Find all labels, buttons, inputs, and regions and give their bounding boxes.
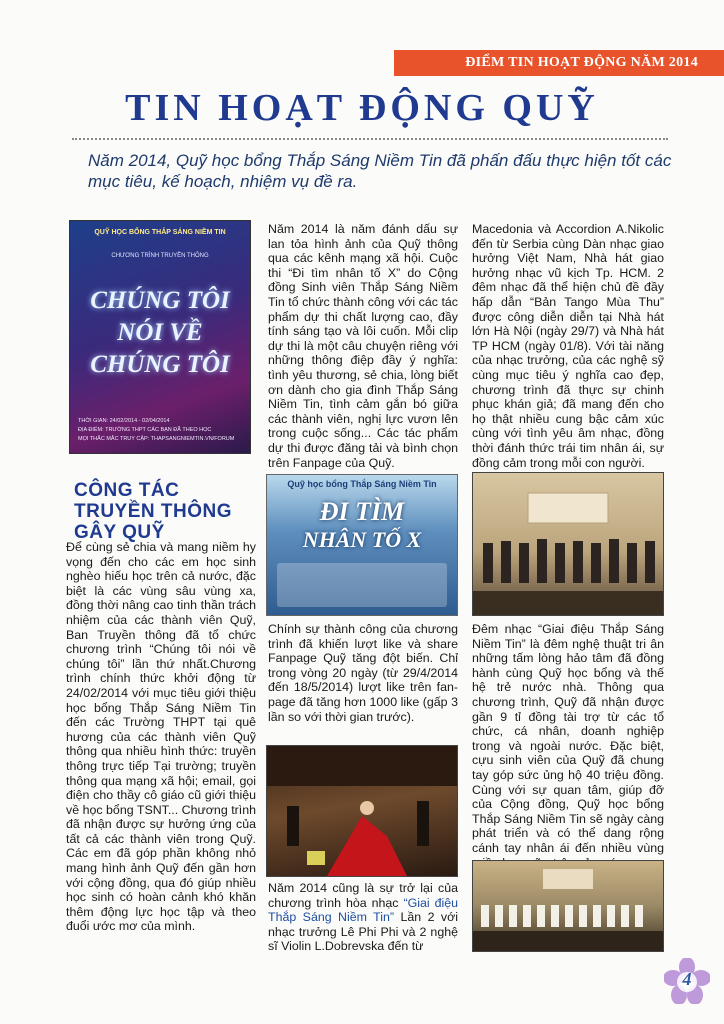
concert-photo [266, 745, 458, 877]
poster-program: CHƯƠNG TRÌNH TRUYỀN THÔNG [111, 253, 209, 259]
page-number: 4 [682, 969, 692, 989]
choir-photo [472, 860, 664, 952]
poster-time: THỜI GIAN: 24/02/2014 - 02/04/2014 [78, 418, 170, 424]
poster-place: ĐỊA ĐIỂM: TRƯỜNG THPT CÁC BẠN ĐÃ THEO HỌC [78, 427, 212, 433]
nhanto-line-2: NHÂN TỐ X [302, 527, 422, 552]
poster-line-1: CHÚNG TÔI [90, 287, 230, 314]
col3-paragraph-2: Đêm nhạc “Giai điệu Thắp Sáng Niềm Tin” là đêm nghệ thuật tri ân những tấm lòng hảo tâm đã đồng hành cùng Quỹ học bổng và thế hệ trẻ nước nhà. Thông qua chương trình, Quỹ đã nhận được gần 9 tỉ đồng tài trợ từ các tổ chức, cá nhân, doanh nghiệp trong và ngoài nước. Đặc biệt, cựu sinh viên của Quỹ đã chung tay góp sức ủng hộ 40 triệu đồng. Cùng với sự quan tâm, giúp đỡ của Cộng đồng, Quỹ học bổng Thắp Sáng Niềm Tin sẽ ngày càng phát triển và có thể dang rộng cánh tay nhân ái đến nhiều vùng [472, 622, 664, 855]
col2-paragraph-1: Năm 2014 là năm đánh dấu sự lan tỏa hình ảnh của Quỹ thông qua các kênh mạng xã hội. Cuộc thi “Đi tìm nhân tố X” do Cộng đồng Sinh viên Thắp Sáng Niềm Tin tổ chức thành công với các tác phẩm dự thi chất lượng cao, đầy tính sáng tạo và lôi cuốn. Mỗi clip dự thi là một câu chuyện riêng với những thông điệp đầy ý nghĩa: tình yêu thương, sẻ chia, lòng biết ơn dành cho gia đình Thắp Sáng Niềm Tin, tình cảm gắn bó giữa các thành viên, nghị lực vươn lên trong cuộc sống... Các tác phẩm dự thi được đăng tải và bình chọn trên Fanpage của Quỹ. [268, 222, 458, 470]
col2-p3-highlight: “Giai điệu Thắp Sáng Niềm Tin” [268, 895, 458, 925]
nhanto-org: Quỹ học bổng Thắp Sáng Niềm Tin [287, 479, 437, 489]
poster-org: QUỸ HỌC BỔNG THẮP SÁNG NIỀM TIN [94, 229, 226, 236]
poster-web: MỌI THẮC MẮC TRUY CẬP: THAPSANGNIEMTIN.VN/FORUM [78, 436, 235, 442]
sponsors-scene [473, 473, 663, 615]
col3-paragraph-1: Macedonia và Accordion A.Nikolic đến từ Serbia cùng Dàn nhạc giao hưởng Việt Nam, Nhà hát giao hưởng nhạc vũ kịch Tp. HCM. 2 đêm nhạc đã thể hiện chủ đề đầy hấp dẫn “Bản Tango Mùa Thu” được công diễn diễn tại Nhà hát lớn Hà Nội (ngày 29/7) và Nhà hát TP HCM (ngày 01/8). Với tài năng của nhạc trưởng, của các nghệ sỹ cùng mục tiêu ý nghĩa cao đẹp, chương trình đã thực sự chinh phục khán giả; đã mang đến cho họ thật nhiều cung bậc cảm xúc cùng với tình yêu âm nhạc, đồng thời đánh thức trái tim nhân ái, sự đồng cảm trong mỗi con người. [472, 222, 664, 470]
sponsors-photo [472, 472, 664, 616]
col2-paragraph-2: Chính sự thành công của chương trình đã khiến lượt like và share Fanpage Quỹ tăng đột biến. Chỉ trong vòng 20 ngày (từ 29/4/2014 đến 18/5/2014) lượt like trên fan-page đã tăng hơn 1000 like (gấp 3 lần so với thời gian trước). [268, 622, 458, 724]
col1-body: Để cùng sẻ chia và mang niềm hy vọng đến cho các em học sinh nghèo hiếu học trên cả nước, đặc biệt là các vùng sâu vùng xa, đồng thời nâng cao tinh thần trách nhiệm của các thành viên Quỹ, Ban Truyền thông đã tổ chức chương trình “Chúng tôi nói về chúng tôi” lần thứ nhất.Chương trình chính thức khởi động từ 24/02/2014 với mục tiêu giới thiệu học bổng Thắp Sáng Niềm Tin đến các Trường THPT tại quê hương của các thành viên Quỹ thông qua nhiều hình thức: truyền thông trực tiếp Tại trường; truyền thông qua mạng xã hội; email, gọi điện cho thầy cô giáo cũ giới thiệu về học bổng TSNT... Chương trình đã nhận được sự hưởng ứng của tất cả các thành viên trong Quỹ. Các em đã góp phần không nhỏ mang hình ảnh Quỹ đến gần hơn với cộng đồng, qua đó giúp nhiều học sinh có hoàn cảnh khó khăn thêm động lực học tập và theo đuổi ước mơ của mình. [66, 540, 256, 934]
poster-chung-toi-noi-ve-chung-toi [69, 220, 251, 454]
choir-scene [473, 861, 663, 951]
concert-scene [267, 746, 457, 876]
poster-line-2: NÓI VỀ [117, 319, 203, 346]
col2-p3-text-a: Năm 2014 cũng là sự trở lại của chương trình hòa nhạc [268, 881, 458, 910]
title-divider [72, 138, 668, 140]
intro-text: Năm 2014, Quỹ học bổng Thắp Sáng Niềm Tin đã phấn đấu thực hiện tốt các mục tiêu, kế hoạch, nhiệm vụ đề ra. [88, 151, 672, 191]
col2-p3-text-b: Lần 2 với nhạc trưởng Lê Phi Phi và 2 nghệ sĩ Violin L.Dobrevska đến từ [268, 910, 459, 954]
col2-paragraph-3 [268, 881, 458, 954]
page-number-badge [664, 958, 710, 1004]
page-title: TIN HOẠT ĐỘNG QUỸ [125, 87, 599, 129]
poster-line-3: CHÚNG TÔI [90, 351, 230, 378]
nhanto-line-1: ĐI TÌM [319, 497, 405, 526]
section-label: ĐIỂM TIN HOẠT ĐỘNG NĂM 2014 [394, 50, 724, 76]
nhanto-info-panel [277, 563, 447, 607]
section-heading: CÔNG TÁC TRUYỀN THÔNG GÂY QUỸ [74, 480, 232, 543]
nhan-to-x-banner [266, 474, 458, 616]
